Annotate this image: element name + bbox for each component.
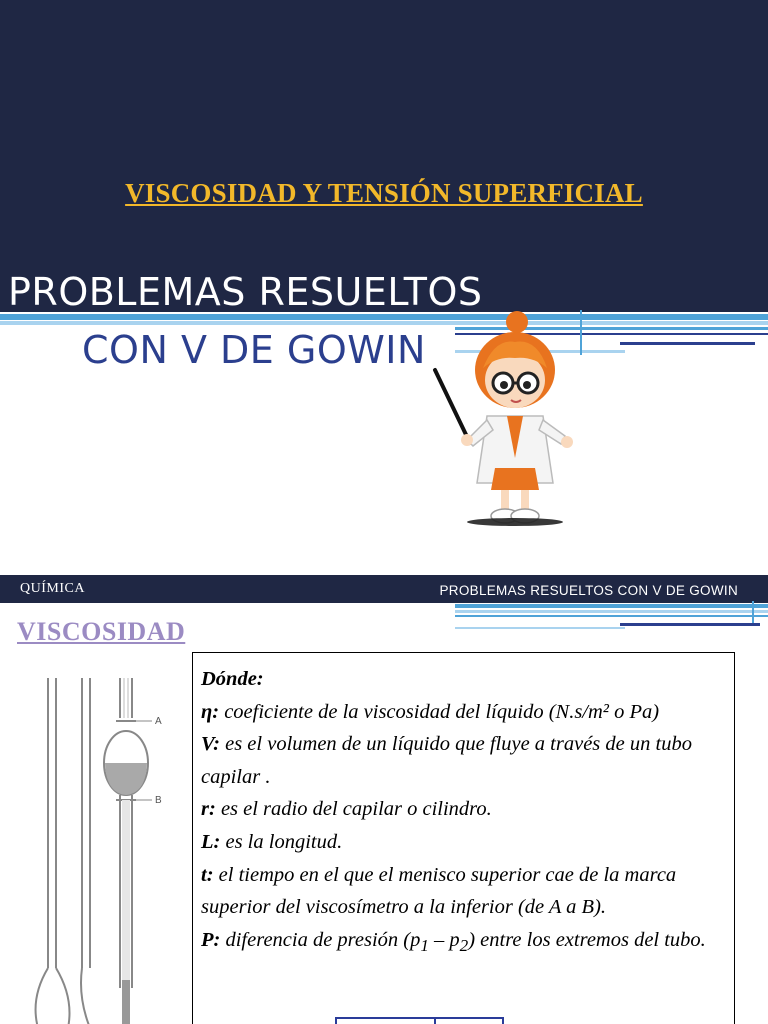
heading-line-2: CON V DE GOWIN bbox=[82, 328, 426, 372]
viscometer-diagram-icon bbox=[20, 668, 190, 1024]
heading-line-1: PROBLEMAS RESUELTOS bbox=[8, 270, 483, 314]
subject-label: QUÍMICA bbox=[20, 581, 85, 596]
definitions-heading: Dónde: bbox=[201, 668, 264, 690]
definitions-box bbox=[192, 652, 735, 1024]
header-title: PROBLEMAS RESUELTOS CON V DE GOWIN bbox=[439, 583, 738, 598]
definition-pressure: P: diferencia de presión $(p_1 - p_2)$ entre los extremos del tubo. bbox=[201, 928, 706, 955]
mark-b-label: B bbox=[155, 795, 162, 806]
definition-volume: V: es el volumen de un líquido que fluye a través de un tubo capilar . bbox=[201, 733, 692, 788]
definition-radius: r: es el radio del capilar o cilindro. bbox=[201, 798, 492, 821]
formula-box-edge bbox=[335, 1017, 504, 1024]
definition-time: t: el tiempo en el que el menisco superior cae de la marca superior del viscosímetro a la inferior (de A a B). bbox=[201, 863, 677, 919]
definition-length: L: es la longitud. bbox=[201, 830, 343, 853]
viscosity-slide bbox=[0, 575, 768, 1024]
section-title: VISCOSIDAD bbox=[17, 617, 186, 646]
teacher-with-pointer-icon bbox=[415, 308, 590, 533]
slide-title: VISCOSIDAD Y TENSIÓN SUPERFICIAL bbox=[125, 178, 643, 208]
title-slide-dark-background bbox=[0, 0, 768, 312]
definition-eta: η: coeficiente de la viscosidad del líquido (N.s/m² o Pa) bbox=[201, 700, 660, 723]
mark-a-label: A bbox=[155, 716, 162, 727]
